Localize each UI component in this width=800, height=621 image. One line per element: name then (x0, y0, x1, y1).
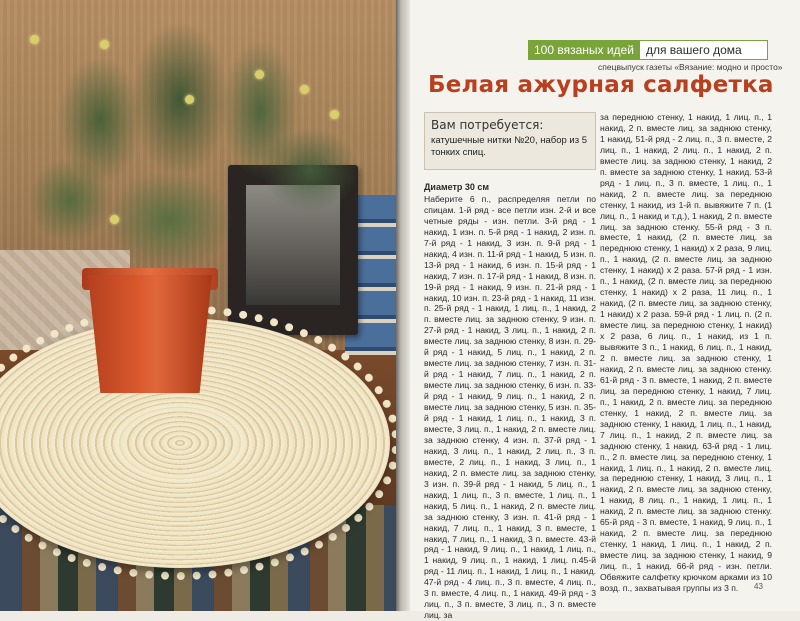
header-subtitle: спецвыпуск газеты «Вязание: модно и просто» (598, 62, 783, 72)
magazine-header (528, 40, 768, 60)
flower-pot (88, 275, 212, 393)
photo-panel (0, 0, 396, 611)
diameter-label: Диаметр 30 см (424, 182, 490, 192)
instructions-text-1: Наберите 6 п., распределяя петли по спицам. 1-й ряд - все петли изн. 2-й и все четные ряды - изн. петли. 3-й ряд - 1 накид, 1 изн. п. 5-й ряд - 1 накид, 2 изн. п. 7-й ряд - 1 накид, 3 изн. п. 9-й ряд - 1 накид, 4 изн. п. 11-й ряд - 1 накид, 5 изн. п. 13-й ряд - 1 накид, 6 изн. п. 15-й ряд - 1 накид, 7 изн. п. 17-й ряд - 1 накид, 8 изн. п. 19-й ряд - 1 накид, 9 изн. п. 21-й ряд - 1 накид, 10 изн. п. 23-й ряд - 1 накид, 11 изн. п. 25-й ряд - 1 накид, 1 лиц. п., 1 накид, 2 п. вместе лиц. за заднюю стенку, 9 изн. п. 27-й ряд - 1 накид, 3 лиц. п., 1 накид, 2 п. вместе лиц. за заднюю стенку, 8 изн. п. 29-й ряд - 1 накид, 5 лиц. п., 1 накид, 2 п. вместе лиц. за заднюю стенку, 7 изн. п. 31-й ряд - 1 накид, 7 лиц. п., 1 накид, 2 п. вместе лиц. за заднюю стенку, 6 изн. п. 33-й ряд - 1 накид, 9 лиц. п., 1 накид, 2 п. вместе лиц. за заднюю стенку, 5 изн. п. 35-й ряд - 1 накид, 1 лиц. п., 1 накид, 3 п. вместе, 3 лиц. п., 1 накид, 2 п. вместе лиц. за заднюю стенку, 4 изн. п. 37-й ряд - 1 накид, 3 лиц. п., 1 накид, 2 лиц. п., 3 п. вместе, 2 лиц. п., 1 накид, 3 лиц. п., 1 накид, 2 п. вместе лиц. за заднюю стенку, 3 изн. п. 39-й ряд - 1 накид, 5 лиц. п., 1 накид, 1 лиц. п., 3 п. вместе, 1 лиц. п., 1 накид, 5 лиц. п., 1 накид, 2 п. вместе лиц. за заднюю стенку, 3 изн. п. 41-й ряд - 1 накид, 7 лиц. п., 1 накид, 3 п. вместе, 1 накид, 7 лиц. п., 1 накид, 3 п. вместе. 43-й ряд - 1 накид, 9 лиц. п., 1 накид, 1 лиц. п., 1 накид, 9 лиц. п., 1 накид, 1 лиц. п.45-й ряд - 11 лиц. п., 1 накид, 1 лиц. п., 1 накид. 47-й ряд - 4 лиц. п., 3 п. вместе, 4 лиц. п., 3 п. вместе, 4 лиц. п., 1 накид. 49-й ряд - 3 лиц. п., 3 п. вместе, 3 лиц. п., 3 п. вместе лиц. за (424, 193, 596, 621)
header-brand-left: 100 вязаных идей (528, 40, 640, 60)
plant-foliage (10, 0, 370, 300)
flower-bud (110, 215, 119, 224)
flower-bud (330, 110, 339, 119)
flower-bud (185, 95, 194, 104)
materials-box (424, 112, 596, 170)
page-number: 43 (754, 582, 763, 591)
materials-title: Вам потребуется: (431, 118, 544, 132)
flower-bud (255, 70, 264, 79)
flower-bud (300, 85, 309, 94)
flower-bud (100, 40, 109, 49)
header-brand-right: для вашего дома (640, 40, 768, 60)
instructions-column-1 (424, 182, 596, 621)
book-gutter (396, 0, 410, 611)
flower-bud (30, 35, 39, 44)
instructions-column-2 (600, 112, 772, 594)
instructions-text-2: за переднюю стенку, 1 накид, 1 лиц. п., 1 накид, 2 п. вместе лиц. за заднюю стенку, 1 накид, 51-й ряд - 2 лиц. п., 3 п. вместе, 2 лиц. п., 1 накид, 2 лиц. п., 1 накид, 2 п. вместе лиц. за заднюю стенку, 1 накид, 2 п. вместе за заднюю стенку, 1 накид. 53-й ряд - 1 лиц. п., 3 п. вместе, 1 лиц. п., 1 накид, 2 п. вместе лиц. за переднюю стенку, 1 накид, из 1-й п. вывяжите 7 п. (1 лиц. п., 1 накид и т.д.), 1 накид, 2 п. вместе лиц. за заднюю стенку. 55-й ряд - 3 п. вместе, 1 накид, (2 п. вместе лиц. за переднюю стенку, 1 накид) х 2 раза, 9 лиц. п., 1 накид, (2 п. вместе лиц. за заднюю стенку, 1 накид) х 2 раза. 57-й ряд - 1 изн. п., 1 накид, (2 п. вместе лиц. за переднюю стенку, 1 накид) х 2 раза, 11 лиц. п., 1 накид, (2 п. вместе лиц. за заднюю стенку, 1 накид) х 2 раза. 59-й ряд - 1 лиц. п. (2 п. вместе лиц. за переднюю стенку, 1 накид) х 2 раза, 6 лиц. п., 1 накид, из 1 п. вывяжите 3 п., 1 накид, 6 лиц. п., 1 накид, 2 п. вместе лиц. за заднюю стенку, 1 накид, 2 п. вместе лиц. за заднюю стенку. 61-й ряд - 3 п. вместе, 1 накид, 2 п. вместе лиц. за переднюю стенку, 1 накид, 7 лиц. п., 1 накид, 2 п. вместе лиц. за переднюю стенку, 1 накид, 2 п. вместе лиц. за заднюю стенку, 1 накид, 1 лиц. п., 1 накид, 7 лиц. п., 1 накид, 2 п. вместе лиц. за заднюю стенку, 1 накид. 63-й ряд - 1 лиц. п., 2 п. вместе лиц. за переднюю стенку, 1 накид, 1 лиц. п., 1 накид, 2 п. вместе лиц. за переднюю стенку, 1 накид, 3 лиц. п., 1 накид, 2 п. вместе лиц. за заднюю стенку, 1 накид, 8 лиц. п., 1 накид, 1 лиц. п., 1 накид, 2 п. вместе лиц. за заднюю стенку. 65-й ряд - 3 п. вместе, 1 накид, 9 лиц. п., 1 накид, 2 п. вместе лиц. за переднюю стенку, 1 накид, 1 лиц. п., 1 накид, 2 п. вместе лиц. за заднюю стенку, 1 накид, 9 лиц. п., 1 накид. 66-й ряд - изн. петли. Обвяжите салфетку крючком арками из 10 возд. п., захватывая группы из 3 п. (600, 112, 772, 593)
materials-text: катушечные нитки №20, набор из 5 тонких спиц. (431, 135, 587, 158)
article-title: Белая ажурная салфетка (428, 72, 774, 98)
article-page (410, 0, 800, 621)
